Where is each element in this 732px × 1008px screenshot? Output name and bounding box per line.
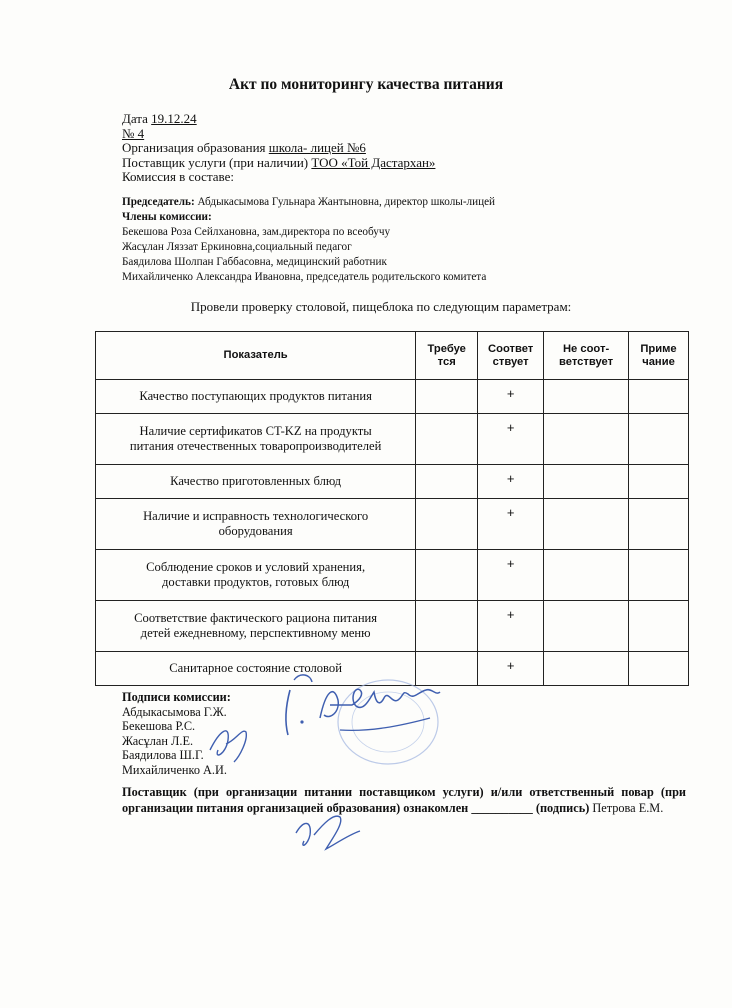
not-complies-cell — [544, 414, 629, 465]
table-row — [96, 601, 689, 652]
chair-line — [122, 195, 712, 210]
indicator-cell: Соблюдение сроков и условий хранения, доставки продуктов, готовых блюд — [96, 550, 416, 601]
indicator-cell: Наличие сертификатов CT-KZ на продукты питания отечественных товаропроизводителей — [96, 414, 416, 465]
organization-value: школа- лицей №6 — [268, 140, 366, 156]
signature-name: Бекешова Р.С. — [122, 719, 196, 734]
table-header-row — [96, 332, 689, 380]
supplier-ack-name: Петрова Е.М. — [592, 800, 664, 815]
table-row — [96, 550, 689, 601]
note-cell — [629, 550, 689, 601]
supplier-value: ТОО «Той Дастархан» — [311, 154, 436, 170]
required-cell — [416, 550, 478, 601]
organization-label: Организация образования — [122, 140, 266, 156]
parameters-table — [95, 331, 689, 686]
commission-label: Комиссия в составе: — [122, 169, 234, 185]
complies-cell: + — [478, 550, 544, 601]
members-label: Члены комиссии: — [122, 211, 212, 223]
member-item: Жасұлан Ляззат Еркиновна,социальный педагог — [122, 241, 352, 253]
note-cell — [629, 652, 689, 686]
chair-label: Председатель: — [122, 196, 195, 208]
date-value: 19.12.24 — [151, 111, 197, 126]
table-row — [96, 499, 689, 550]
signatures-heading: Подписи комиссии: — [122, 690, 231, 704]
act-info — [122, 112, 702, 185]
signature-name: Абдыкасымова Г.Ж. — [122, 704, 227, 719]
complies-cell: + — [478, 499, 544, 550]
not-complies-cell — [544, 380, 629, 414]
signature-name: Жасұлан Л.Е. — [122, 733, 194, 748]
supplier-ack-text: Поставщик (при организации питании поставщиком услуги) и/или ответственный повар (при организации питания организацией образования) ознакомлен __________ (подпись) — [122, 785, 686, 815]
not-complies-cell — [544, 550, 629, 601]
complies-cell: + — [478, 601, 544, 652]
date-line — [122, 112, 702, 127]
date-label: Дата — [122, 111, 148, 126]
header-complies: Соответ ствует — [478, 332, 544, 380]
complies-cell: + — [478, 380, 544, 414]
act-number-value: № 4 — [122, 125, 145, 141]
member-item: Михайличенко Александра Ивановна, председатель родительского комитета — [122, 271, 487, 283]
table-row — [96, 465, 689, 499]
signature-name: Михайличенко А.И. — [122, 762, 227, 777]
indicator-cell: Качество приготовленных блюд — [96, 465, 416, 499]
not-complies-cell — [544, 499, 629, 550]
complies-cell: + — [478, 465, 544, 499]
signature-name: Баядилова Ш.Г. — [122, 748, 204, 763]
supplier-acknowledgement — [122, 785, 686, 816]
act-number — [122, 127, 702, 142]
member-item: Бекешова Роза Сейлхановна, зам.директора по всеобучу — [122, 226, 391, 238]
indicator-cell: Качество поступающих продуктов питания — [96, 380, 416, 414]
member-item: Баядилова Шолпан Габбасовна, медицинский работник — [122, 256, 387, 268]
note-cell — [629, 414, 689, 465]
note-cell — [629, 601, 689, 652]
lead-text: Провели проверку столовой, пищеблока по следующим параметрам: — [190, 299, 572, 314]
indicator-cell: Соответствие фактического рациона питания детей ежедневному, перспективному меню — [96, 601, 416, 652]
complies-cell: + — [478, 652, 544, 686]
supplier-line — [122, 156, 702, 171]
not-complies-cell — [544, 601, 629, 652]
note-cell — [629, 465, 689, 499]
required-cell — [416, 465, 478, 499]
indicator-cell: Санитарное состояние столовой — [96, 652, 416, 686]
commission-signatures — [122, 690, 692, 778]
required-cell — [416, 601, 478, 652]
indicator-cell: Наличие и исправность технологического оборудования — [96, 499, 416, 550]
note-cell — [629, 499, 689, 550]
not-complies-cell — [544, 465, 629, 499]
header-indicator: Показатель — [96, 332, 416, 380]
commission-list — [122, 195, 712, 285]
complies-cell: + — [478, 414, 544, 465]
note-cell — [629, 380, 689, 414]
not-complies-cell — [544, 652, 629, 686]
header-required: Требуе тся — [416, 332, 478, 380]
header-note: Приме чание — [629, 332, 689, 380]
required-cell — [416, 414, 478, 465]
chair-value: Абдыкасымова Гульнара Жантыновна, директор школы-лицей — [197, 196, 496, 208]
required-cell — [416, 380, 478, 414]
table-row — [96, 380, 689, 414]
supplier-label: Поставщик услуги (при наличии) — [122, 154, 309, 170]
table-row — [96, 414, 689, 465]
header-not-complies: Не соот- ветствует — [544, 332, 629, 380]
document-title: Акт по мониторингу качества питания — [228, 76, 504, 93]
organization-line — [122, 141, 702, 156]
required-cell — [416, 499, 478, 550]
